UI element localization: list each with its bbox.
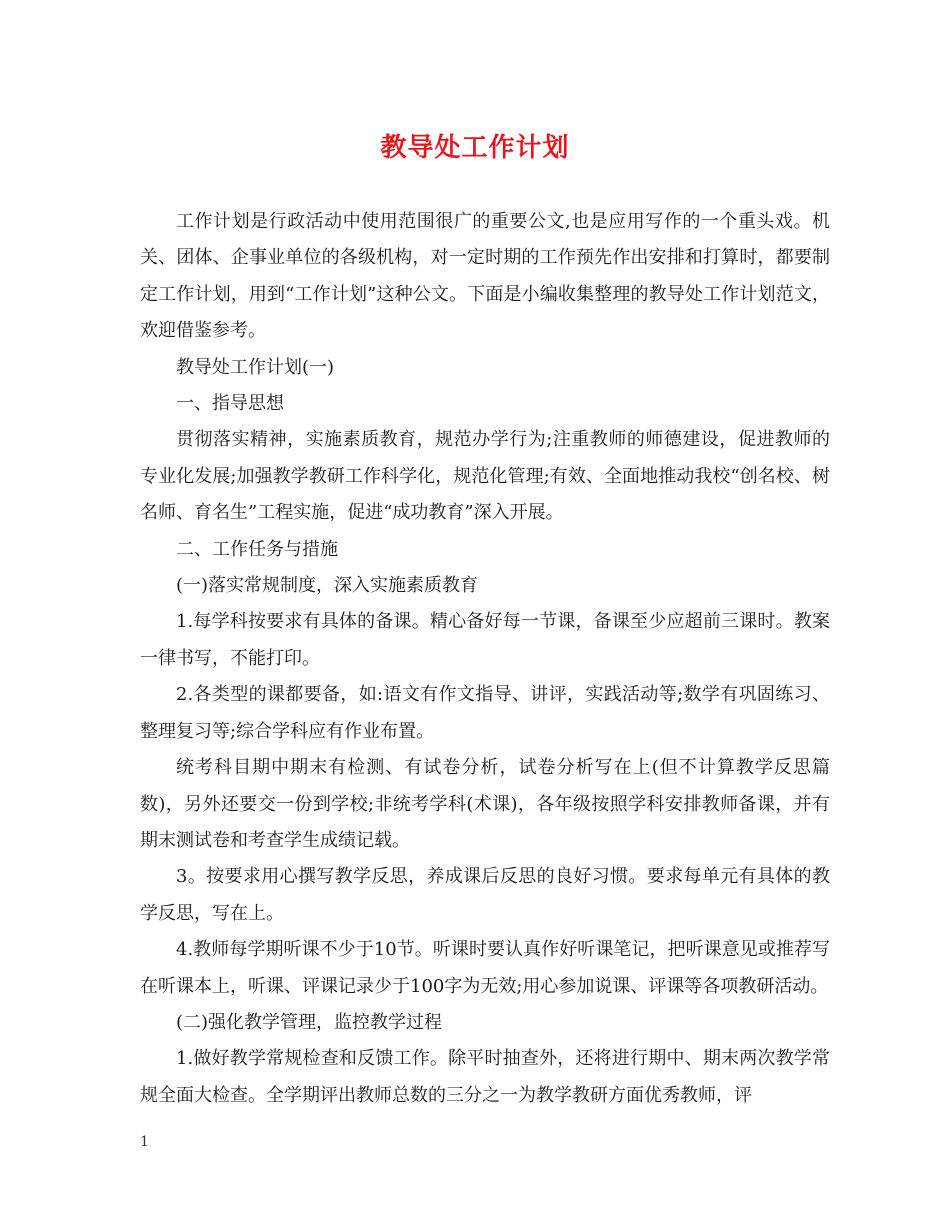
paragraph-item-4: 4.教师每学期听课不少于10节。听课时要认真作好听课笔记，把听课意见或推荐写在听课本上，听课、评课记录少于100字为无效;用心参加说课、评课等各项教研活动。 bbox=[140, 939, 830, 997]
paragraph-intro: 工作计划是行政活动中使用范围很广的重要公文,也是应用写作的一个重头戏。机关、团体、企事业单位的各级机构，对一定时期的工作预先作出安排和打算时，都要制定工作计划，用到“工作计划”这种公文。下面是小编收集整理的教导处工作计划范文，欢迎借鉴参考。 bbox=[140, 211, 830, 342]
page-number: 1 bbox=[140, 1134, 149, 1150]
document-title: 教导处工作计划 bbox=[380, 133, 570, 163]
paragraph-plan-heading: 教导处工作计划(一) bbox=[176, 356, 335, 378]
subsection-heading-routine: (一)落实常规制度，深入实施素质教育 bbox=[176, 575, 479, 597]
paragraph-item-2: 2.各类型的课都要备，如:语文有作文指导、讲评，实践活动等;数学有巩固练习、整理复习等;综合学科应有作业布置。 bbox=[140, 684, 830, 742]
paragraph-exams: 统考科目期中期末有检测、有试卷分析，试卷分析写在上(但不计算教学反思篇数)，另外还要交一份到学校;非统考学科(术课)，各年级按照学科安排教师备课，并有期末测试卷和考查学生成绩记载。 bbox=[140, 757, 830, 851]
paragraph-item-3: 3。按要求用心撰写教学反思，养成课后反思的良好习惯。要求每单元有具体的教学反思，写在上。 bbox=[140, 866, 830, 924]
document-body bbox=[140, 204, 830, 1114]
paragraph-guiding-thought: 贯彻落实精神，实施素质教育，规范办学行为;注重教师的师德建设，促进教师的专业化发展;加强教学教研工作科学化，规范化管理;有效、全面地推动我校“创名校、树名师、育名生”工程实施，促进“成功教育”深入开展。 bbox=[140, 429, 830, 524]
subsection-heading-management: (二)强化教学管理，监控教学过程 bbox=[176, 1011, 443, 1033]
section-heading-guiding-thought: 一、指导思想 bbox=[176, 393, 284, 415]
paragraph-management-item-1: 1.做好教学常规检查和反馈工作。除平时抽查外，还将进行期中、期末两次教学常规全面大检查。全学期评出教师总数的三分之一为教学教研方面优秀教师，评 bbox=[140, 1048, 830, 1106]
paragraph-item-1: 1.每学科按要求有具体的备课。精心备好每一节课，备课至少应超前三课时。教案一律书写，不能打印。 bbox=[140, 611, 830, 669]
section-heading-tasks: 二、工作任务与措施 bbox=[176, 538, 338, 560]
